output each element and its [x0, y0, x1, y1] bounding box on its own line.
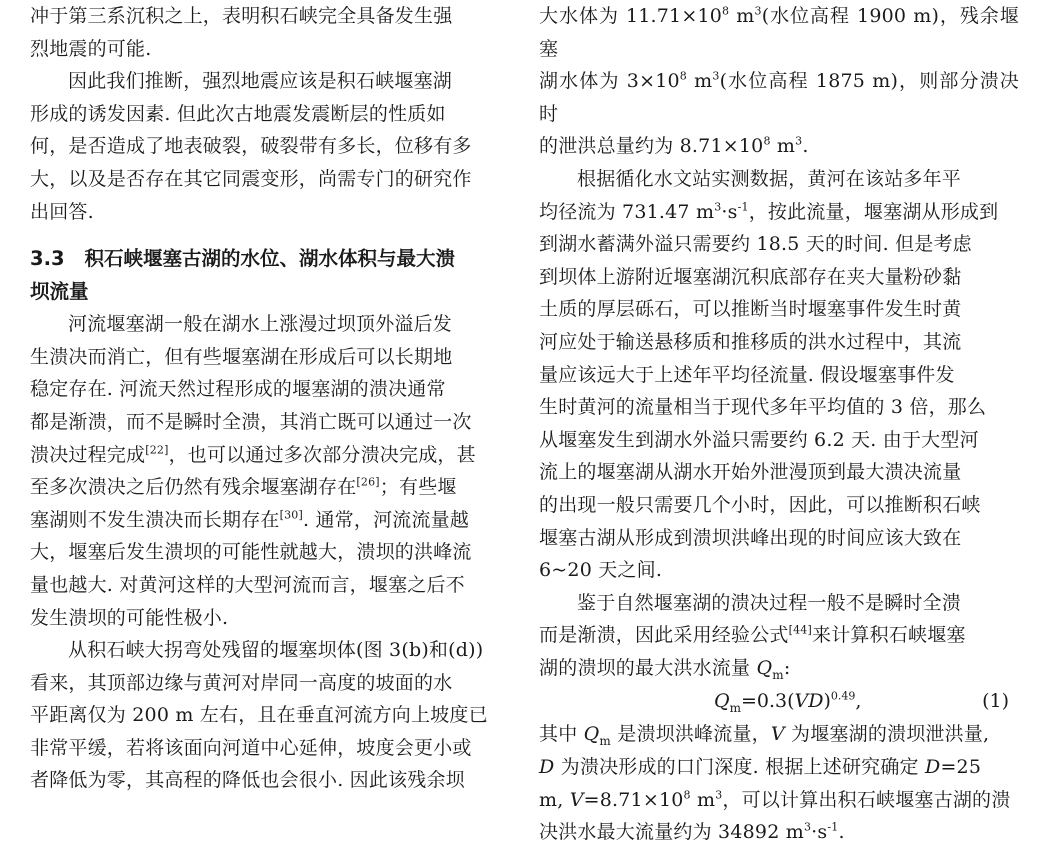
exponent: 8	[679, 69, 687, 83]
paragraph-dam-remnant	[30, 634, 508, 797]
exponent: 3	[714, 200, 722, 214]
section-title-cont: 坝流量	[30, 280, 89, 304]
math-symbol: D	[925, 756, 941, 779]
text-line: ，也可以通过多次部分溃决完成，甚	[168, 443, 476, 466]
text-line: 从堰塞发生到湖水外溢只需要约 6.2 天. 由于大型河	[539, 428, 979, 451]
citation-ref[interactable]: [26]	[356, 475, 380, 489]
paragraph-dam-lakes	[30, 308, 508, 634]
text-line: 湖水体为 3×10	[539, 70, 680, 93]
text-line: 的出现一般只需要几个小时，因此，可以推断积石峡	[539, 493, 981, 516]
text-line: 的泄洪总量约为 8.71×10	[539, 135, 764, 158]
text-line: 大，以及是否存在其它同震变形，尚需专门的研究作	[30, 167, 472, 190]
text-line: 都是渐溃，而不是瞬时全溃，其消亡既可以通过一次	[30, 410, 472, 433]
text-line: 到湖水蓄满外溢只需要约 18.5 天的时间. 但是考虑	[539, 233, 972, 256]
text-line: 量应该远大于上述年平均径流量. 假设堰塞事件发	[539, 363, 955, 386]
citation-ref[interactable]: [30]	[279, 508, 303, 522]
paragraph-inference	[30, 65, 508, 228]
math-symbol: V	[569, 788, 584, 811]
text-line: 因此我们推断，强烈地震应该是积石峡堰塞湖	[68, 70, 453, 93]
text-line: .	[838, 821, 845, 844]
paragraph-variables	[539, 718, 1019, 848]
text-line: =25	[940, 756, 982, 779]
text-line: 看来，其顶部边缘与黄河对岸同一高度的坡面的水	[30, 671, 453, 694]
exponent: 3	[795, 135, 803, 149]
math-subscript: m	[599, 734, 612, 749]
text-line: 冲于第三系沉积之上，表明积石峡完全具备发生强	[30, 5, 453, 27]
text-line: 塞湖则不发生溃决而长期存在	[30, 508, 280, 531]
text-line: 形成的诱发因素. 但此次古地震发震断层的性质如	[30, 102, 446, 125]
text-line: 发生溃坝的可能性极小.	[30, 606, 229, 629]
math-symbol: Q	[714, 690, 730, 713]
text-line: m	[690, 788, 716, 811]
text-line: 为溃决形成的口门深度. 根据上述研究确定	[554, 756, 925, 779]
text-line: 生时黄河的流量相当于现代多年平均值的 3 倍，那么	[539, 396, 987, 419]
math-text: )	[823, 690, 831, 713]
exponent: 8	[683, 788, 691, 802]
text-line: 6~20 天之间.	[539, 559, 663, 582]
text-line: 平距离仅为 200 m 左右，且在垂直河流方向上坡度已	[30, 704, 488, 727]
math-symbol: Q	[583, 723, 600, 746]
text-line: (水位高程 1875 m)，则部分溃决时	[539, 70, 1019, 125]
equation-number: (1)	[982, 690, 1009, 713]
equation-body	[714, 684, 861, 718]
text-line: 流上的堰塞湖从湖水开始外泄漫顶到最大溃决流量	[539, 461, 962, 484]
exponent: 3	[803, 820, 812, 834]
text-line: m	[770, 135, 796, 158]
text-line: 者降低为零，其高程的降低也会很小. 因此该残余坝	[30, 769, 465, 792]
exponent: -1	[737, 200, 749, 214]
math-subscript: m	[772, 667, 784, 682]
text-line: ·s	[721, 200, 738, 223]
section-heading	[30, 242, 508, 308]
math-symbol: VD	[794, 690, 824, 713]
text-line: 是溃坝洪峰流量，	[611, 723, 771, 746]
exponent: -1	[827, 820, 839, 834]
paragraph-runoff	[539, 163, 1019, 587]
text-line: (水位高程 1900 m)，残余堰塞	[539, 5, 1019, 60]
math-symbol: D	[539, 756, 555, 779]
math-symbol: V	[770, 723, 785, 746]
text-line: m	[686, 70, 713, 93]
math-subscript: m	[729, 701, 741, 716]
text-line: . 通常，河流流量越	[303, 508, 470, 531]
text-line: ，可以计算出积石峡堰塞古湖的溃	[722, 788, 1011, 811]
text-line: 来计算积石峡堰塞	[812, 624, 966, 647]
paragraph-empirical-formula	[539, 587, 1019, 685]
equation-1	[539, 684, 1019, 718]
right-column	[539, 0, 1019, 849]
text-line: 均径流为 731.47 m	[539, 200, 715, 223]
text-line: 河流堰塞湖一般在湖水上涨漫过坝顶外溢后发	[68, 313, 453, 336]
section-number: 3.3	[30, 247, 65, 271]
section-title: 积石峡堰塞古湖的水位、湖水体积与最大溃	[84, 247, 456, 271]
text-line: 为堰塞湖的溃坝泄洪量,	[784, 723, 990, 746]
text-line: 到坝体上游附近堰塞湖沉积底部存在夹大量粉砂黏	[539, 265, 962, 288]
citation-ref[interactable]: [22]	[145, 443, 169, 457]
text-line: m,	[539, 788, 570, 811]
text-line: 何，是否造成了地表破裂，破裂带有多长，位移有多	[30, 135, 472, 158]
exponent: 8	[763, 135, 771, 149]
text-line: 土质的厚层砾石，可以推断当时堰塞事件发生时黄	[539, 298, 962, 321]
citation-ref[interactable]: [44]	[788, 623, 812, 637]
text-line: 河应处于输送悬移质和推移质的洪水过程中，其流	[539, 330, 962, 353]
text-line: ；有些堰	[379, 476, 457, 499]
text-line: 决洪水最大流量约为 34892 m	[539, 821, 804, 844]
text-line: 鉴于自然堰塞湖的溃决过程一般不是瞬时全溃	[577, 591, 962, 614]
paragraph-continued	[30, 0, 508, 65]
text-line: 大，堰塞后发生溃坝的可能性就越大，溃坝的洪峰流	[30, 541, 472, 564]
text-line: 稳定存在. 河流天然过程形成的堰塞湖的溃决通常	[30, 378, 446, 401]
text-line: 出回答.	[30, 200, 94, 223]
text-line: 非常平缓，若将该面向河道中心延伸，坡度会更小或	[30, 736, 472, 759]
text-line: 其中	[539, 723, 584, 746]
paragraph-water-volume	[539, 0, 1019, 163]
exponent: 3	[712, 69, 720, 83]
text-line: ·s	[811, 821, 828, 844]
text-line: 至多次溃决之后仍然有残余堰塞湖存在	[30, 476, 357, 499]
text-line: =8.71×10	[583, 788, 684, 811]
math-text: =0.3(	[740, 690, 795, 713]
text-line: 根据循化水文站实测数据，黄河在该站多年平	[577, 167, 962, 190]
text-line: ，按此流量，堰塞湖从形成到	[748, 200, 999, 223]
exponent: 8	[722, 4, 730, 18]
text-line: 烈地震的可能.	[30, 37, 152, 60]
text-line: 从积石峡大拐弯处残留的堰塞坝体(图 3(b)和(d))	[68, 639, 484, 662]
text-line: 溃决过程完成	[30, 443, 146, 466]
text-line: 堰塞古湖从形成到溃坝洪峰出现的时间应该大致在	[539, 526, 962, 549]
text-line: 湖的溃坝的最大洪水流量	[539, 656, 757, 679]
exponent: 3	[715, 788, 723, 802]
text-line: :	[783, 656, 791, 679]
text-line: .	[802, 135, 809, 158]
left-column	[30, 0, 508, 797]
text-line: 大水体为 11.71×10	[539, 5, 723, 27]
math-text: ,	[855, 690, 862, 713]
text-line: m	[729, 5, 755, 27]
math-symbol: Q	[756, 656, 773, 679]
text-line: 而是渐溃，因此采用经验公式	[539, 624, 789, 647]
exponent: 3	[754, 4, 762, 18]
text-line: 量也越大. 对黄河这样的大型河流而言，堰塞之后不	[30, 573, 465, 596]
exponent: 0.49	[830, 690, 856, 704]
text-line: 生溃决而消亡，但有些堰塞湖在形成后可以长期地	[30, 345, 453, 368]
